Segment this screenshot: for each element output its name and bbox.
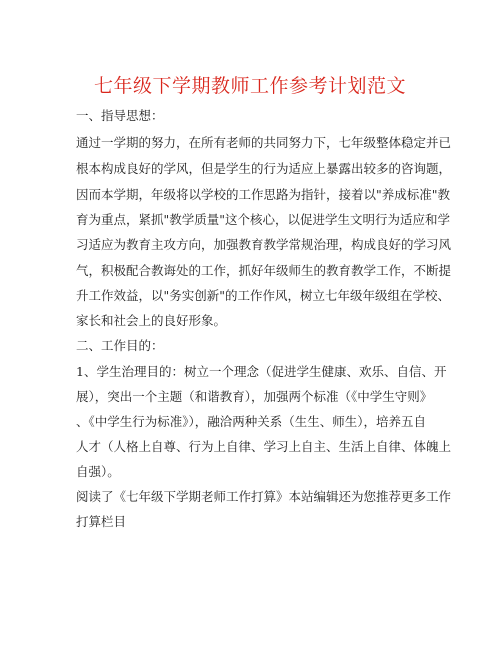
paragraph-line: 自强）。 bbox=[76, 464, 120, 479]
paragraph-line: 气，积极配合教诲处的工作，抓好年级师生的教育教学工作，不断提 bbox=[76, 263, 452, 278]
paragraph-line: 通过一学期的努力，在所有老师的共同努力下，七年级整体稳定并已 bbox=[76, 135, 452, 150]
document-title: 七年级下学期教师工作参考计划范文 bbox=[93, 75, 406, 97]
section-heading-2: 二、工作目的： bbox=[76, 338, 164, 353]
paragraph-line: 1、学生治理目的：树立一个理念（促进学生健康、欢乐、自信、开 bbox=[76, 364, 447, 379]
paragraph-line: 展），突出一个主题（和谐教育），加强两个标准（《中学生守则》 bbox=[76, 389, 433, 404]
section-heading-1: 一、指导思想： bbox=[76, 108, 164, 123]
paragraph-line: 习适应为教育主攻方向，加强教育教学常规治理，构成良好的学习风 bbox=[76, 237, 452, 252]
paragraph-line: 人才（人格上自尊、行为上自律、学习上自主、生活上自律、体魄上 bbox=[76, 439, 452, 454]
footer-line: 阅读了《七年级下学期老师工作打算》本站编辑还为您推荐更多工作 bbox=[76, 489, 452, 504]
footer-line: 打算栏目 bbox=[76, 514, 127, 529]
paragraph-line: 因而本学期，年级将以学校的工作思路为指针，接着以"养成标准"教 bbox=[76, 187, 451, 202]
paragraph-line: 根本构成良好的学风，但是学生的行为适应上暴露出较多的咨询题， bbox=[76, 161, 452, 176]
paragraph-line: 升工作效益，以"务实创新"的工作作风，树立七年级年级组在学校、 bbox=[76, 288, 451, 303]
paragraph-line: 家长和社会上的良好形象。 bbox=[76, 313, 227, 328]
paragraph-line: 、《中学生行为标准》），融洽两种关系（生生、师生），培养五自 bbox=[76, 414, 427, 429]
paragraph-line: 育为重点，紧抓"教学质量"这个核心，以促进学生文明行为适应和学 bbox=[76, 212, 451, 227]
